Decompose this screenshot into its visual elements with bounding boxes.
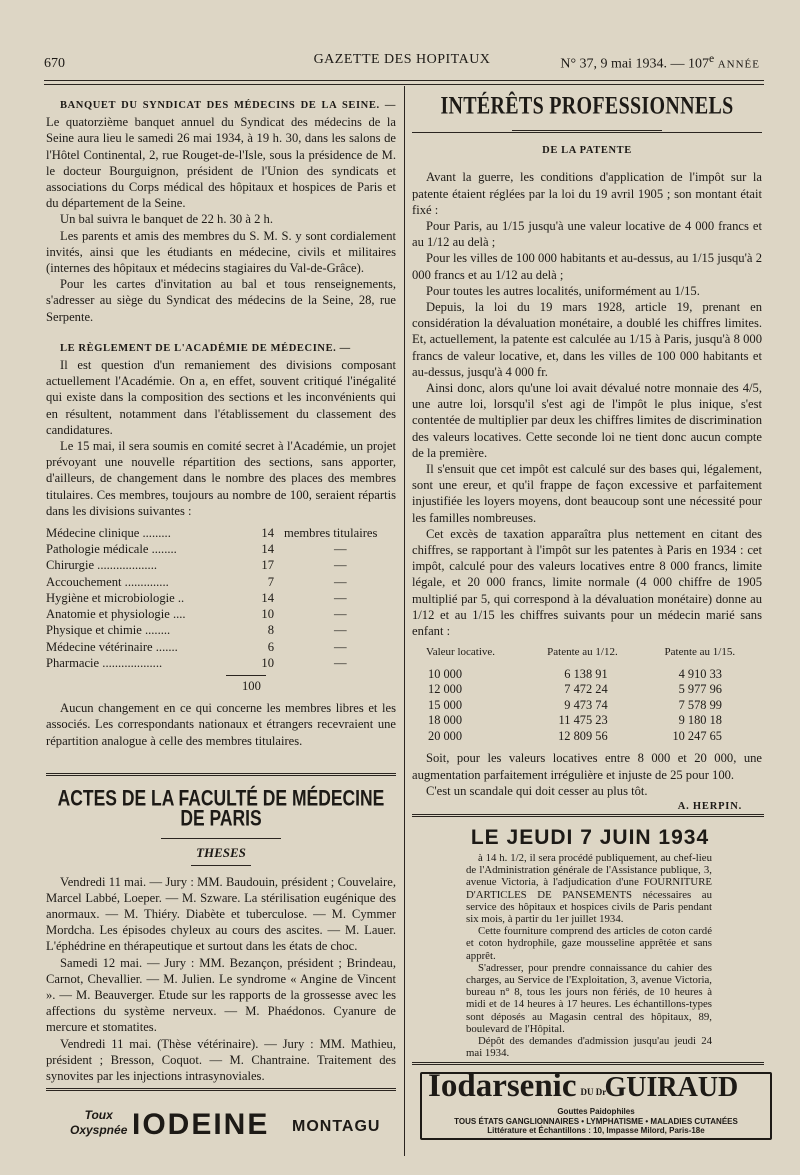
division-count: 14 xyxy=(261,590,274,605)
division-count: 10 xyxy=(261,607,274,622)
division-row xyxy=(46,541,396,557)
patente-douzieme: 6 138 91 xyxy=(564,666,608,681)
banquet-p1: Le quatorzième banquet annuel du Syndicat des médecins de la Seine aura lieu le samedi 26 mai 1934, à 19 h. 30, dans les salons de l'Hôtel Continental, 2, rue Rouget-de-l'Isle, sous la présidence de M. le docteur Bourguignon, président de l'Union des syndicats et associations du Corps médical des hôpitaux et hospices de Paris et du département de la Seine. xyxy=(46,115,396,211)
patente-row xyxy=(412,698,762,714)
patente-subtitle: DE LA PATENTE xyxy=(542,145,632,157)
division-count: 7 xyxy=(267,574,274,589)
interets-rule xyxy=(412,132,762,133)
division-count: 6 xyxy=(267,639,274,654)
patente-quinzieme: 5 977 96 xyxy=(678,682,722,697)
patente-p2: Pour Paris, au 1/15 jusqu'à une valeur locative de 4 000 francs et au 1/12 au delà ; xyxy=(412,219,762,250)
division-name: Médecine clinique ......... xyxy=(46,526,171,541)
patente-douzieme: 7 472 24 xyxy=(564,682,608,697)
division-row xyxy=(46,655,396,671)
right-column xyxy=(412,94,762,815)
actes-bottom-rule xyxy=(46,1088,396,1091)
patente-p10: C'est un scandale qui doit cesser au plus tôt. xyxy=(426,783,648,798)
theses-p3: Vendredi 11 mai. (Thèse vétérinaire). — Jury : MM. Mathieu, président ; Bresson, Coquot. — M. Chantraine. Traitement des synovites par les injections intrasynoviales. xyxy=(46,1036,396,1084)
division-unit: — xyxy=(334,623,347,638)
iodarsenic-line2: TOUS ÉTATS GANGLIONNAIRES • LYMPHATISME • MALADIES CUTANÉES xyxy=(454,1116,738,1126)
division-name: Pharmacie ................... xyxy=(46,655,163,670)
interets-underline xyxy=(512,130,662,131)
divisions-table xyxy=(46,525,396,671)
issue-year: 107 xyxy=(688,56,710,72)
issue-year-word: ANNÉE xyxy=(717,58,760,71)
reglement-title: LE RÈGLEMENT DE L'ACADÉMIE DE MÉDECINE. — xyxy=(60,342,351,354)
header-rule xyxy=(44,80,764,81)
division-unit: — xyxy=(334,558,347,573)
division-unit: — xyxy=(334,542,347,557)
adjudication-text xyxy=(466,852,712,1059)
division-unit: — xyxy=(334,639,347,654)
patente-douzieme: 12 809 56 xyxy=(558,728,608,743)
division-count: 14 xyxy=(261,542,274,557)
division-unit: — xyxy=(334,607,347,622)
issue-date: N° 37, 9 mai 1934. — xyxy=(560,56,685,72)
patente-valeur: 20 000 xyxy=(428,728,463,743)
issue-year-suffix: e xyxy=(709,52,715,65)
divisions-total: 100 xyxy=(242,678,261,693)
patente-header-row xyxy=(412,645,762,667)
issue-info xyxy=(560,52,760,73)
division-name: Chirurgie ................... xyxy=(46,558,158,573)
patente-quinzieme: 10 247 65 xyxy=(672,728,722,743)
division-row xyxy=(46,606,396,622)
header-rule-2 xyxy=(44,84,764,85)
division-unit: — xyxy=(334,574,347,589)
jeudi-top-rule xyxy=(412,814,764,817)
patente-table xyxy=(412,645,762,744)
iodarsenic-line1: Gouttes Paidophiles xyxy=(557,1107,635,1116)
reglement-p3: Aucun changement en ce qui concerne les membres libres et les associés. Les correspondants nationaux et étrangers recevraient une répartition analogue à celle des membres titulaires. xyxy=(46,701,396,748)
division-count: 8 xyxy=(267,623,274,638)
iodeine-toux: Toux xyxy=(84,1108,113,1122)
iodeine-brand: IODEINE xyxy=(132,1108,270,1141)
column-divider xyxy=(404,86,405,1156)
banquet-p3: Les parents et amis des membres du S. M. S. y sont cordialement invités, ainsi que les étudiants en médecine, civils et militaires (internes des hôpitaux et médecins stagiaires du Val-de-Grâce). xyxy=(46,228,396,276)
patente-p9: Soit, pour les valeurs locatives entre 8 000 et 20 000, une augmentation parfaitement irrégulière et injuste de 25 pour 100. xyxy=(412,751,762,782)
reglement-p1: Il est question d'un remaniement des divisions composant actuellement l'Académie. On a, en effet, souvent critiqué l'inégalité qui existe dans la composition des sections et les inconvénients qui en résultent, notamment dans l'établissement du classement des candidatures. xyxy=(46,358,396,437)
division-name: Hygiène et microbiologie .. xyxy=(46,590,185,605)
adjudication-p3: S'adresser, pour prendre connaissance du cahier des charges, au Service de l'Exploitation, 3, avenue Victoria, bureau n° 8, tous les jours non fériés, de 10 heures à midi et de 14 heures à 17 heures. Les échantillons-types sont déposés au Magasin central des hôpitaux, 89, boulevard de l'Hôpital. xyxy=(466,961,712,1035)
patente-p4: Pour toutes les autres localités, uniformément au 1/15. xyxy=(426,283,700,298)
patente-p7: Il s'ensuit que cet impôt est calculé sur des bases qui, légalement, sont une ereur, et qu'il frappe de façon excessive et parfaitement injustifiée les loyers moyens, dont beaucoup sont une nécessité pour les familles nombreuses. xyxy=(412,462,762,525)
banquet-article xyxy=(46,96,396,325)
division-row xyxy=(46,525,396,541)
theses-p1: Vendredi 11 mai. — Jury : MM. Baudouin, président ; Couvelaire, Marcel Labbé, Loeper. — M. Szware. La stérilisation eugénique des anormaux. — M. Thiéry. Diabète et tuberculose. — M. Cymmer Mordcha. Les épisodes chyleux au cours des ascites. — M. Lauer. L'éphédrine en thérapeutique et surtout dans les états de choc. xyxy=(46,874,396,954)
patente-row xyxy=(412,667,762,683)
patente-header: Valeur locative. xyxy=(426,646,496,659)
patente-header: Patente au 1/15. xyxy=(664,646,736,659)
iodarsenic-top-rule xyxy=(412,1062,764,1065)
patente-valeur: 18 000 xyxy=(428,713,463,728)
division-row xyxy=(46,574,396,590)
iodarsenic-brand: Iodarsenic xyxy=(428,1068,577,1104)
patente-douzieme: 11 475 23 xyxy=(558,713,608,728)
division-name: Anatomie et physiologie .... xyxy=(46,607,186,622)
actes-top-rule xyxy=(46,773,396,776)
adjudication-p2: Cette fourniture comprend des articles de coton cardé et coton hydrophile, gaze mousseline apprêtée et sans apprêt. xyxy=(466,925,712,962)
patente-p8: Cet excès de taxation apparaîtra plus nettement en citant des chiffres, se rapportant à l'impôt sur les patentes à Paris en 1934 : cet impôt, calculé pour des valeurs locatives entre 8 000 francs, limite légale, et 20 000 francs, limite normale (4 000 chiffre de 1905 multiplié par 5, qui correspond à la dévaluation monétaire) donne au 1/12 et au 1/15 les chiffres suivants pour un médecin marié sans enfant : xyxy=(412,526,762,639)
iodeine-oxyspnee: Oxyspnée xyxy=(70,1123,128,1137)
iodarsenic-maker: GUIRAUD xyxy=(604,1072,739,1103)
actes-section xyxy=(46,785,396,1084)
patente-signature: A. HERPIN. xyxy=(677,800,742,812)
actes-title: ACTES DE LA FACULTÉ DE MÉDECINE DE PARIS xyxy=(57,785,385,831)
patente-valeur: 15 000 xyxy=(428,697,463,712)
theses-title: THESES xyxy=(196,845,246,861)
adjudication-notice xyxy=(466,826,712,1059)
patente-quinzieme: 7 578 99 xyxy=(678,697,722,712)
actes-underline xyxy=(161,838,281,839)
division-unit: — xyxy=(334,655,347,670)
banquet-title: BANQUET DU SYNDICAT DES MÉDECINS DE LA SEINE. — xyxy=(60,100,396,111)
page-number: 670 xyxy=(44,56,65,71)
division-name: Accouchement .............. xyxy=(46,574,169,589)
division-row xyxy=(46,590,396,606)
division-count: 14 xyxy=(261,526,274,541)
patente-row xyxy=(412,682,762,698)
interets-title: INTÉRÊTS PROFESSIONNELS xyxy=(440,92,734,120)
iodeine-maker: MONTAGU xyxy=(292,1118,381,1135)
iodarsenic-logo xyxy=(428,1068,738,1105)
journal-title: GAZETTE DES HOPITAUX xyxy=(313,52,491,67)
patente-douzieme: 9 473 74 xyxy=(564,697,608,712)
banquet-p4: Pour les cartes d'invitation au bal et tous renseignements, s'adresser au siège du Syndicat des médecins de la Seine, 28, rue Serpente. xyxy=(46,277,396,324)
iodarsenic-ad xyxy=(420,1068,772,1140)
iodeine-indications xyxy=(70,1108,127,1138)
patente-p6: Ainsi donc, alors qu'une loi avait dévalué notre monnaie des 4/5, une autre loi, lorsqu'il s'est agi de l'impôt le plus inique, s'est contentée de multiplier par deux les chiffres limites de discrimination des valeurs locatives. Cette seconde loi ne tient donc aucun compte de la première. xyxy=(412,381,762,460)
banquet-p2: Un bal suivra le banquet de 22 h. 30 à 2 h. xyxy=(60,212,273,227)
left-column xyxy=(46,96,396,749)
page-header xyxy=(44,48,760,78)
division-count: 10 xyxy=(261,655,274,670)
division-name: Pathologie médicale ........ xyxy=(46,542,177,557)
patente-row xyxy=(412,713,762,729)
division-unit: — xyxy=(334,590,347,605)
iodarsenic-du: DU Dr xyxy=(580,1086,607,1097)
patente-quinzieme: 4 910 33 xyxy=(678,666,722,681)
iodarsenic-text xyxy=(422,1107,770,1136)
reglement-article xyxy=(46,339,396,749)
theses-underline xyxy=(191,865,251,866)
division-row xyxy=(46,557,396,573)
theses-p2: Samedi 12 mai. — Jury : MM. Bezançon, président ; Brindeau, Carnot, Chevallier. — M. Julien. Le syndrome « Angine de Vincent ». — M. Beauverger. Etude sur les rapports de la grossesse avec les affections du système nerveux. — M. Phaédonos. Cyanure de mercure et stomatites. xyxy=(46,955,396,1035)
iodarsenic-line3: Littérature et Échantillons : 10, Impasse Milord, Paris-18e xyxy=(487,1126,705,1135)
division-count: 17 xyxy=(261,558,274,573)
division-row xyxy=(46,639,396,655)
division-name: Médecine vétérinaire ....... xyxy=(46,639,178,654)
adjudication-title: LE JEUDI 7 JUIN 1934 xyxy=(470,826,710,849)
adjudication-p4: Dépôt des demandes d'admission jusqu'au jeudi 24 mai 1934. xyxy=(466,1035,712,1060)
patente-valeur: 10 000 xyxy=(428,666,463,681)
patente-p3: Pour les villes de 100 000 habitants et au-dessus, au 1/15 jusqu'à 2 000 francs et au 1/12 au delà ; xyxy=(412,251,762,282)
patente-p1: Avant la guerre, les conditions d'application de l'impôt sur la patente étaient réglées par la loi du 19 avril 1905 ; son montant était fixé : xyxy=(412,170,762,217)
iodeine-ad xyxy=(56,1102,396,1154)
reglement-p2: Le 15 mai, il sera soumis en comité secret à l'Académie, un projet prévoyant une nouvelle répartition des sections, sans apporter, d'ailleurs, de changement dans le nombre des places des membres titulaires. Ces membres, toujours au nombre de 100, seraient répartis dans les divisions suivantes : xyxy=(46,439,396,518)
patente-valeur: 12 000 xyxy=(428,682,463,697)
total-rule xyxy=(226,675,266,676)
division-unit: membres titulaires xyxy=(284,526,378,541)
patente-header: Patente au 1/12. xyxy=(547,646,618,659)
division-row xyxy=(46,622,396,638)
patente-p5: Depuis, la loi du 19 mars 1928, article 19, prenant en considération la dévaluation monétaire, a doublé les chiffres limites. Et, actuellement, la patente est calculée au 1/15 à Paris, jusqu'à 8 000 francs de valeur locative, et, dans les villes de 100 000 habitants et au-dessus, jusqu'à 4 000 fr. xyxy=(412,300,762,379)
adjudication-p1: à 14 h. 1/2, il sera procédé publiquement, au chef-lieu de l'Administration générale de l'Assistance publique, 3, avenue Victoria, à l'adjudication d'une FOURNITURE D'ARTICLES DE PANSEMENTS nécessaires au service des hôpitaux et hospices civils de Paris pendant six mois, à partir du 1er juillet 1934. xyxy=(466,852,712,926)
patente-row xyxy=(412,729,762,745)
patente-quinzieme: 9 180 18 xyxy=(678,713,722,728)
division-name: Physique et chimie ........ xyxy=(46,623,171,638)
